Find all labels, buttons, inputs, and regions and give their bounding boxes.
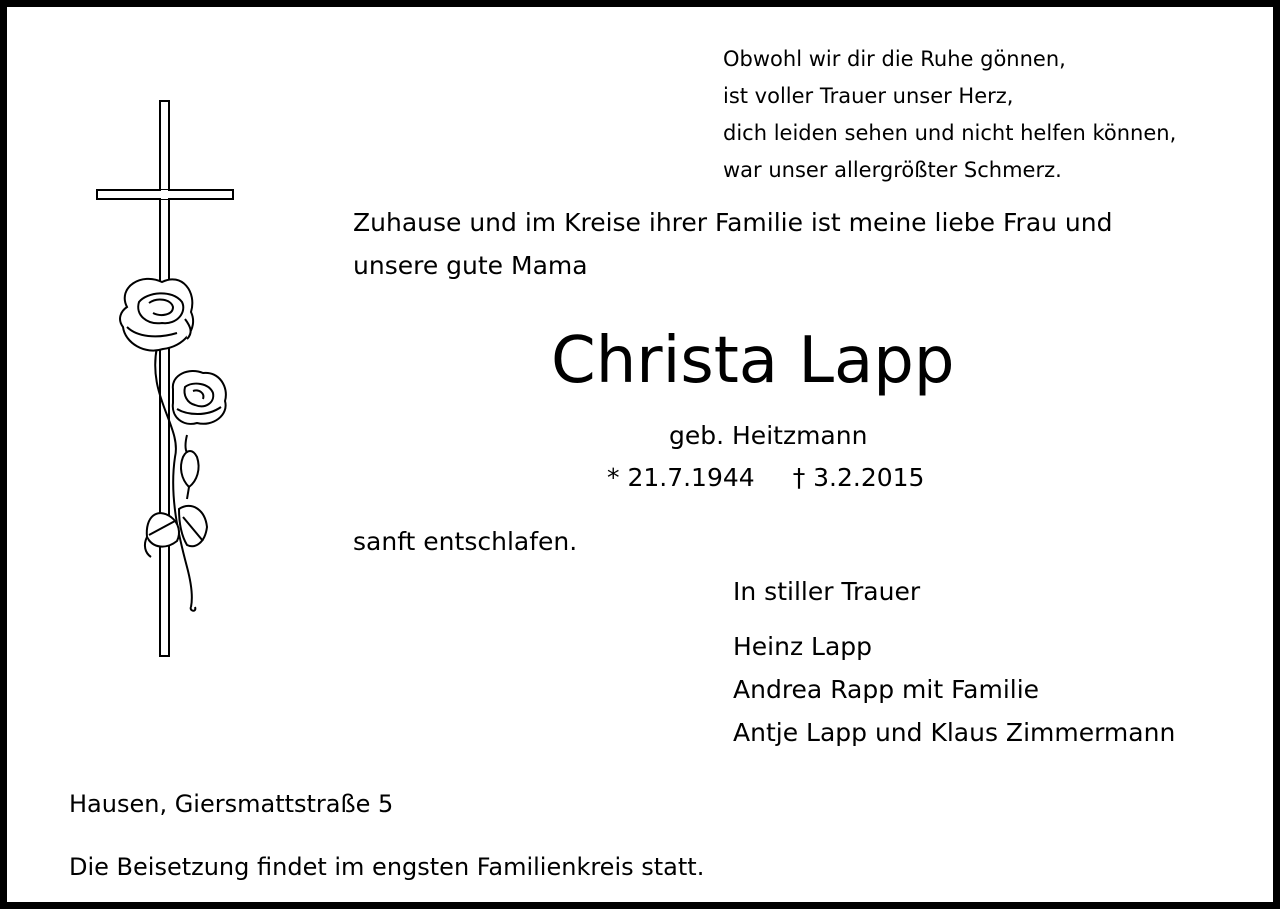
death-date: † 3.2.2015 [792,463,925,492]
mourner-name: Andrea Rapp mit Familie [733,675,1040,704]
poem-line: war unser allergrößter Schmerz. [723,158,1062,182]
birth-name: geb. Heitzmann [669,421,868,450]
birth-date: * 21.7.1944 [607,463,755,492]
intro-line: Zuhause und im Kreise ihrer Familie ist meine liebe Frau und [353,208,1113,237]
poem-verse [723,41,1176,189]
life-dates [607,460,924,496]
poem-line: dich leiden sehen und nicht helfen können, [723,121,1177,145]
family-address: Hausen, Giersmattstraße 5 [69,790,394,818]
closing-phrase: sanft entschlafen. [353,527,578,556]
intro-line: unsere gute Mama [353,251,588,280]
cross-with-roses-icon [87,97,247,662]
mourners-heading: In stiller Trauer [733,577,921,606]
deceased-name: Christa Lapp [551,324,955,398]
burial-note: Die Beisetzung findet im engsten Familienkreis statt. [69,853,705,881]
mourners-list [733,625,1175,754]
mourner-name: Heinz Lapp [733,632,873,661]
mourner-name: Antje Lapp und Klaus Zimmermann [733,718,1176,747]
poem-line: Obwohl wir dir die Ruhe gönnen, [723,47,1066,71]
poem-line: ist voller Trauer unser Herz, [723,84,1014,108]
intro-text [353,201,1113,287]
